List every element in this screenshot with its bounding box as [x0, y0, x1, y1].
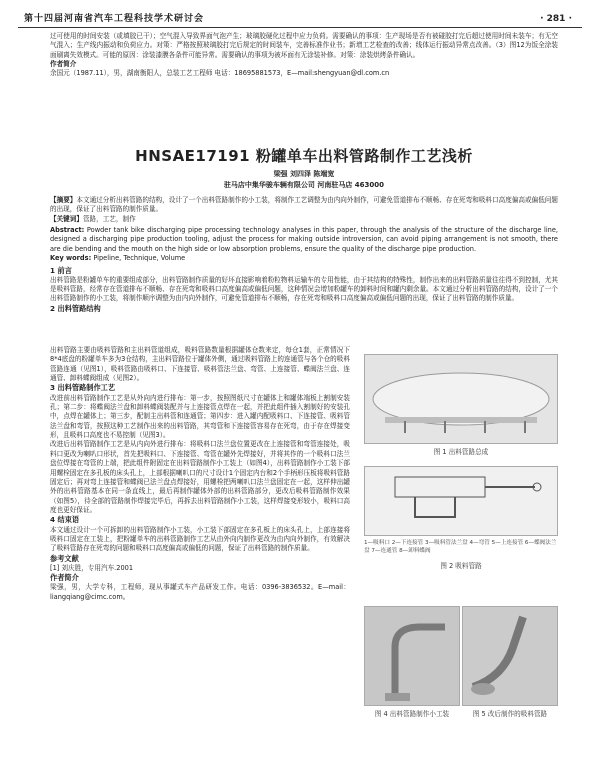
figure-5-image — [462, 606, 558, 706]
previous-article-tail — [50, 32, 558, 79]
figure-2-image — [364, 466, 558, 536]
author-bio: 梁强，男，大学专科，工程师，现从事罐式车产品研发工作。电话：0396-3836532。E—mail：liangqiang@cimc.com。 — [50, 583, 350, 601]
article-authors: 梁强 刘四泽 陈端宽 — [273, 170, 335, 178]
bio-title: 作者简介 — [50, 573, 79, 583]
section-3-title: 3 出料管路制作工艺 — [50, 383, 116, 393]
abstract-block — [50, 196, 558, 314]
previous-author-heading: 作者简介 — [50, 60, 77, 69]
keywords-cn — [50, 215, 558, 224]
abstract-en — [50, 226, 558, 254]
journal-name: 第十四届河南省汽车工程科技学术研讨会 — [24, 14, 205, 24]
figure-2-legend: 1—吸料口 2—下连接管 3—吸料管法兰盘 4—弯管 5—上连接管 6—蝶阀法兰盘 7—连通管 8—卸料蝶阀 — [364, 540, 557, 554]
previous-article-text: 过可使用的时间安装（或填胶已干）；空气混入导致界面气泡产生；玻璃胶硬化过程中应力负荷。需要确认的事项：生产现场是否有被碰胶打完后超过使用时间未装车；有无空气混入；生产线内振动和负荷应力。对策：严格按照玻璃胶打完后规定的时间装车，完善标准作业书；新增工艺检查的改善；线体运行振动异常点改善。（3）图12为饭全涂装面刷离失效模式。可能的原因：涂装漆膜各条件可能异常。需要确认的事项为被坏面有无涂装补修。对策：涂装烘烤条件确认。 — [50, 32, 558, 59]
section-2-text: 出料管路主要由吸料管路和主出料管道组成，吸料管路数量根据罐体仓数来定，每仓1套，正常情况下8*4底盘的粉罐单车多为3仓结构，主出料管路位于罐体外侧，通过吸料管路上的连通管与各个仓的吸料管路连通（见图1），吸料管路由吸料口、下连接管、吸料管法兰盘、弯管、上连接管、蝶阀法兰盘、连通管、卸料蝶阀组成（见图2）。 — [50, 346, 350, 383]
abstract-en-text: Powder tank bike discharging pipe processing technology analyses in this paper, through the analysis of the structure of the discharge line, designed a discharging pipe production tooling, adjust the process for making outside introversion, can avoid piping arrangement is not smooth, there are die bending and the mouth on the high side or low absorption problems, ensure the quality of the discharge pipe production. — [50, 226, 558, 253]
section-4-title: 4 结束语 — [50, 515, 80, 525]
running-header — [18, 6, 582, 28]
page-number: · 281 · — [540, 14, 572, 24]
keywords-en-label: Key words: — [50, 254, 92, 263]
section-3-text-2: 改进后出料管路制作工艺是从内向外进行排布：将吸料口法兰盘位置更改在上连接管和弯管连接处，吸料口更改为喇叭口形状，首先把吸料口、下连接管、弯管在罐外先焊接好，并将其作的一个吸料口法兰盘位焊接在弯管的上端，把此组件附固定在出料管路制作小工装上（如图4），出料管路制作小工装下部用螺栓固定在多孔板的床头孔上，上部根据喇叭口的尺寸设计1个固定内台和2个手柄形压板将吸料管路固定后；再对弯上连接管和蝶阀已法兰盘点焊接好，用螺栓把两喇叭口法兰盘固定在一起，这样伸出罐外的出料管路基本在同一条直线上，最后再制作罐体外部的出料管路部分，更改后吸料管路制作效果（如图5），待全部的管路制作焊接完毕后，再拆去出料管路制作小工装，这样焊接变形较小，吸料口高度也更好保证。 — [50, 440, 350, 514]
abstract-en-label: Abstract: — [50, 226, 85, 235]
figure-4-caption: 图 4 出料管路制作小工装 — [374, 710, 450, 718]
keywords-en — [50, 254, 558, 263]
section-4-text: 本文通过设计一个可拆卸的出料管路制作小工装，小工装下部固定在多孔板上的床头孔上，上部连接将吸料口固定在工装上，把粉罐单车的出料管路制作工艺从由外向内制作更改为由内向外制作，有效解决了吸料管路存在死弯的问题和吸料口高度偏高或偏低的问题，保证了出料管路的制作质量。 — [50, 525, 350, 553]
keywords-label: 【关键词】 — [50, 214, 83, 223]
figure-1-image — [364, 354, 558, 444]
article-title: HNSAE17191 粉罐单车出料管路制作工艺浅析 — [135, 147, 473, 165]
section-1-text: 出料管路是粉罐单车的重要组成部分，出料管路制作质量的好坏直接影响着粉粒物料运输车的专用性能，由于其结构的特殊性，制作出来的出料管路质量往往得不到控制，尤其是吸料管路，经常存在管道排布不顺畅、存在死弯和吸料口高度偏高或偏低问题，这种情况会增加粉罐车的卸料时间和罐内剩余量。本文通过分析出料管路的结构，设计了一个出料管路制作的小工装，将制作顺序调整为由内向外制作，可避免管道排布不顺畅，存在死弯和吸料口高度偏高或偏低问题的出现，保证了出料管路的制作质量。 — [50, 275, 558, 303]
previous-author-bio: 余国元（1987.11），男，湖南衡阳人，总装工艺工程师 电话：18695881573，E—mail:shengyuan@dl.com.cn — [50, 69, 390, 78]
figure-2-caption: 图 2 吸料管路 — [440, 562, 482, 570]
section-1-title: 1 前言 — [50, 265, 72, 275]
figure-1-caption: 图 1 出料管路总成 — [433, 448, 489, 456]
article-affiliation: 驻马店中集华骏车辆有限公司 河南驻马店 463000 — [223, 181, 385, 189]
figure-5-caption: 图 5 改后制作的吸料管路 — [472, 710, 548, 718]
keywords-en-text: Pipeline, Technique, Volume — [93, 254, 186, 263]
section-3-text-1: 改进前出料管路制作工艺是从外向内进行排布：第一步，按照图纸尺寸在罐体上和罐体端板上割制安装孔；第二步：将蝶阀法兰盘和卸料蝶阀装配并与上连接管点焊在一起，并把此组件插入割制好的安装孔中，点焊在罐体上；第三步，配制主出料管和连通管；第四步：进入罐内配吸料口、下连接管、吸料管法兰盘和弯管，按照这种工艺制作出来的出料管路，其弯管和下连接管容易存在死弯，由于存在焊接变形，且吸料口高度也不易控制（见图3）。 — [50, 393, 350, 440]
section-2-title: 2 出料管路结构 — [50, 303, 101, 313]
figure-4-image — [364, 606, 460, 706]
abstract-cn — [50, 196, 558, 215]
keywords-text: 管路，工艺，制作 — [82, 214, 136, 223]
references-title: 参考文献 — [50, 553, 79, 563]
left-column — [50, 346, 350, 602]
reference-1: [1] 刘庆胜，专用汽车.2001 — [50, 563, 134, 572]
abstract-text: 本文通过分析出料管路的结构，设计了一个出料管路制作的小工装，将制作工艺调整为由内向外制作，可避免管道排布不顺畅、存在死弯和吸料口高度偏高或偏低问题的出现，保证了出料管路的制作质量。 — [50, 196, 558, 214]
abstract-label: 【摘要】 — [50, 196, 77, 204]
